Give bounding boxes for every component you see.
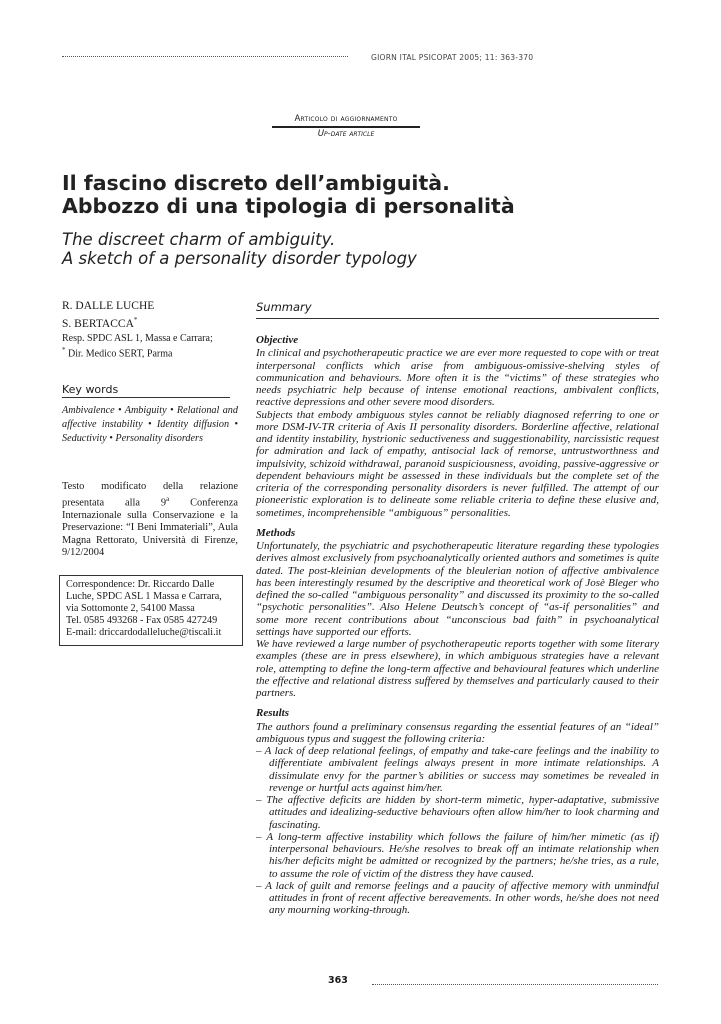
article-title-english [62, 230, 662, 268]
title-line-2: Abbozzo di una tipologia di personalità [62, 194, 515, 218]
methods-paragraph-1: Unfortunately, the psychiatric and psychotherapeutic literature regarding these typologies derives almost exclusively from psychoanalytically oriented authors and sometimes is quite dated. The post-kleinian developments of the bleulerian notion of affective ambivalence has been interestingly resumed by the descriptive and theoretical work of Josè Bleger who defined the so-called “ambiguous personality” and discussed its proximity to the so-called “psychotic personalities”. Also Helene Deutsch’s concept of “as-if personalities” and some more recent contributions about “unconscious bad faith” in psychoanalytical settings have supported our efforts. [256, 540, 659, 638]
authors [62, 300, 252, 331]
article-title [62, 172, 662, 218]
correspondence-email: E-mail: driccardodalleluche@tiscali.it [66, 626, 222, 638]
title-en-line-2: A sketch of a personality disorder typology [62, 249, 417, 268]
title-en-line-1: The discreet charm of ambiguity. [62, 230, 336, 249]
affiliation-2: * Dir. Medico SERT, Parma [62, 345, 173, 360]
results-section [256, 707, 659, 916]
summary-body [256, 334, 659, 925]
criterion-item: – A long-term affective instability which follows the failure of him/her mimetic (as if) interpersonal behaviours. He/she resolves to break off an intimate relationship when his/her deficits might be admitted or recognized by the partners; he/she tries, as a rule, to assume the role of victim of the distress they have caused. [256, 830, 659, 880]
affiliations [62, 333, 242, 360]
methods-paragraph-2: We have reviewed a large number of psychotherapeutic reports together with some literary examples (these are in press elsewhere), in which ambiguous strategies have a relevant role, attempting to define the long-term affective and behavioural features which underline the effective and relational distress suffered by themselves and particularly caused to their partners. [256, 638, 659, 699]
title-line-1: Il fascino discreto dell’ambiguità. [62, 171, 450, 195]
section-type-en: Up-date article [317, 129, 375, 139]
conference-note: Testo modificato della relazione presentata alla 9$^a$ Conferenza Internazionale sulla Conservazione e la Preservazione: “I Beni Immateriali”, Aula Magna Rettorato, Università di Firenze, 9/12/2004 [62, 481, 238, 558]
section-rule [272, 126, 420, 128]
affiliation-1: Resp. SPDC ASL 1, Massa e Carrara; [62, 333, 213, 344]
keywords-heading: Key words [62, 383, 119, 396]
objective-paragraph-1: In clinical and psychotherapeutic practice we are ever more requested to cope with or treat interpersonal conflicts which arise from ambiguous-omissive-shelving styles of communication and behaviours. More often it is the “victims” of these strategies who needs psychiatric help because of intense emotional reactions, ambivalent conflicts, reactive depressions and other severe mood disorders. [256, 347, 659, 409]
criterion-item: – A lack of guilt and remorse feelings and a paucity of affective memory with unmindful attitudes in front of recent affective bereavements. In other words, he/she does not need any mourning working-through. [256, 879, 659, 917]
page-number: 363 [328, 975, 348, 986]
journal-reference: GIORN ITAL PSICOPAT 2005; 11: 363-370 [371, 53, 534, 62]
criterion-item: – A lack of deep relational feelings, of empathy and take-care feelings and the inability to differentiate ambivalent feelings always present in more intimate relationships. A dissimulate envy for the partner’s abilities or success may sometimes be revealed in revenge or hurtful acts against him/her. [256, 745, 659, 794]
methods-section [256, 527, 659, 700]
criterion-item: – The affective deficits are hidden by short-term mimetic, hyper-adaptative, submissive attitudes and idealizing-seductive behaviours often allow him/her to look charming and fascinating. [256, 794, 659, 831]
keywords-rule [62, 397, 230, 398]
objective-paragraph-2: Subjects that embody ambiguous styles cannot be reliably diagnosed referring to one or more DSM-IV-TR criteria of Axis II personality disorders. Borderline affective, relational and identity instability, hystrionic seductiveness and suggestionability, narcissistic request for admiration and lack of empathy, antisocial lack of remorse, untrustworthness and impulsivity, schizoid withdrawal, paranoid suspiciousness, avoiding, passive-aggressive or dependent behaviours might be assessed in these individuals but the complete set of the criteria of the corresponding personality disorders is never fulfilled. The attempt of our pioneeristic exploration is to delineate some reliable criteria to define these elusive and, sometimes, incomprehensible “ambiguous” personalities. [256, 408, 659, 519]
summary-heading: Summary [256, 300, 312, 314]
author-2: S. BERTACCA* [62, 315, 138, 330]
footer-dotted-rule [372, 984, 658, 985]
summary-rule [256, 318, 659, 319]
objective-section [256, 334, 659, 519]
correspondence-phone: Tel. 0585 493268 - Fax 0585 427249 [66, 614, 218, 626]
author-1: R. DALLE LUCHE [62, 300, 155, 312]
results-heading: Results [256, 707, 290, 720]
results-intro: The authors found a preliminary consensus regarding the essential features of an “ideal” ambiguous typus and suggest the following criteria: [256, 720, 659, 745]
objective-heading: Objective [256, 334, 299, 346]
keywords-text: Ambivalence • Ambiguity • Relational and affective instability • Identity diffusion • Seductivity • Personality disorders [62, 405, 238, 444]
correspondence-address: Correspondence: Dr. Riccardo Dalle Luche, SPDC ASL 1 Massa e Carrara, via Sottomonte 2, 54100 Massa [66, 579, 222, 614]
header-dotted-rule [62, 56, 348, 57]
section-type: Articolo di aggiornamento [294, 114, 398, 124]
methods-heading: Methods [256, 526, 296, 539]
correspondence-box [59, 575, 243, 646]
